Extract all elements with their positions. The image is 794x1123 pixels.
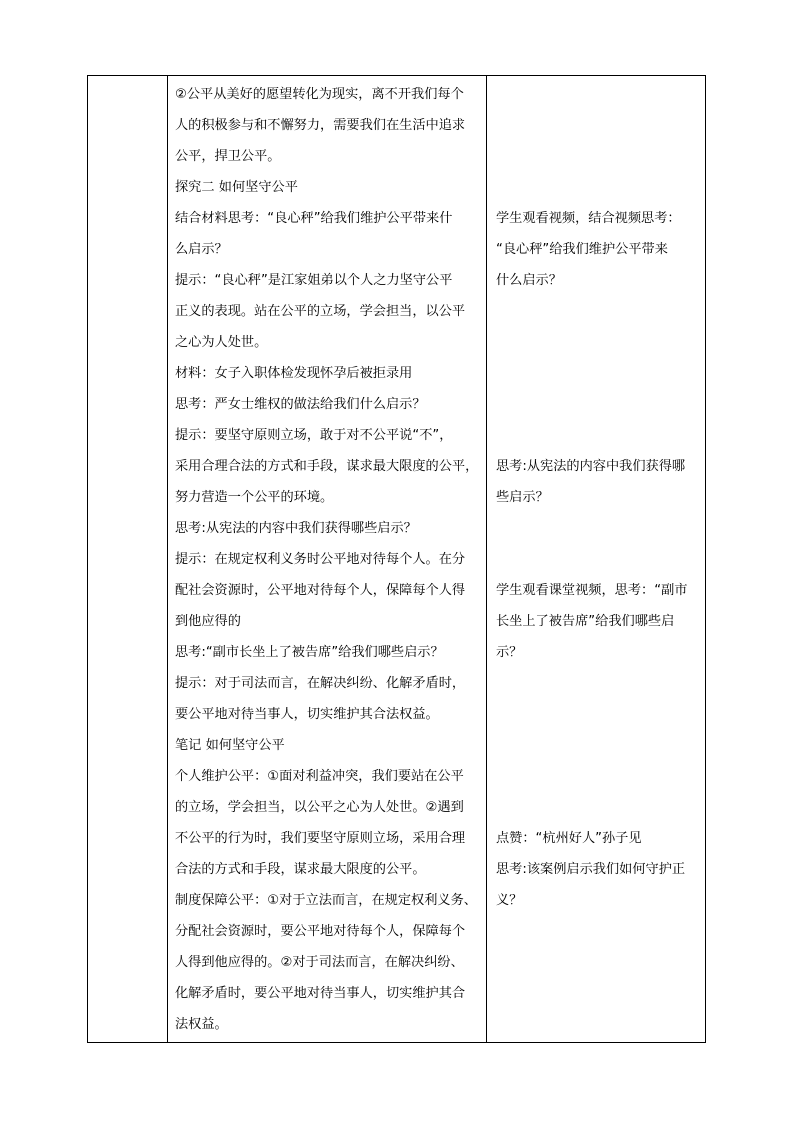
- content-line: 探究二 如何坚守公平: [175, 180, 298, 195]
- content-line: 的立场，学会担当，以公平之心为人处世。②遇到: [175, 800, 464, 815]
- content-line: 人的积极参与和不懈努力，需要我们在生活中追求: [175, 118, 466, 133]
- content-line: 要公平地对待当事人，切实维护其合法权益。: [175, 707, 439, 722]
- content-line: 采用合理合法的方式和手段，谋求最大限度的公平，: [175, 459, 479, 474]
- text-line: 思考:该案例启示我们如何守护正: [496, 862, 686, 877]
- text-line: 长坐上了被告席”给我们哪些启: [496, 614, 675, 629]
- content-line: 提示：要坚守原则立场，敢于对不公平说“不”，: [175, 428, 453, 443]
- text-line: 学生观看视频，结合视频思考：: [496, 211, 681, 226]
- content-line: 不公平的行为时，我们要坚守原则立场，采用合理: [175, 831, 466, 846]
- text-line: 学生观看课堂视频，思考：“副市: [496, 583, 688, 598]
- content-line: 么启示？: [175, 242, 228, 257]
- student-activity-block-1: [496, 203, 701, 296]
- content-line: 提示：对于司法而言，在解决纠纷、化解矛盾时，: [175, 676, 466, 691]
- text-line: 示？: [496, 645, 523, 660]
- content-line: 法权益。: [175, 1017, 228, 1032]
- student-activity-block-2: [496, 451, 701, 513]
- text-line: 些启示？: [496, 490, 549, 505]
- column-divider-right: [486, 76, 487, 1042]
- content-line: 配社会资源时，公平地对待每个人，保障每个人得: [175, 583, 466, 598]
- content-line: 努力营造一个公平的环境。: [175, 490, 334, 505]
- content-line: 结合材料思考：“良心秤”给我们维护公平带来什: [175, 211, 453, 226]
- content-line: 思考:“副市长坐上了被告席”给我们哪些启示？: [175, 645, 444, 660]
- content-line: 笔记 如何坚守公平: [175, 738, 285, 753]
- content-line: 人得到他应得的。②对于司法而言，在解决纠纷、: [175, 955, 464, 970]
- text-line: 点赞：“杭州好人”孙子见: [496, 831, 642, 846]
- teaching-content-column: [170, 76, 483, 1042]
- content-line: 之心为人处世。: [175, 335, 268, 350]
- content-line: 个人维护公平：①面对利益冲突，我们要站在公平: [175, 769, 464, 784]
- content-line: 到他应得的: [175, 614, 241, 629]
- student-activity-block-4: [496, 823, 701, 916]
- lesson-plan-table: [87, 75, 706, 1043]
- content-line: 思考：严女士维权的做法给我们什么启示？: [175, 397, 426, 412]
- text-line: 思考:从宪法的内容中我们获得哪: [496, 459, 686, 474]
- student-activity-column: [489, 76, 705, 1042]
- text-line: “良心秤”给我们维护公平带来: [496, 242, 668, 257]
- text-line: 什么启示？: [496, 273, 562, 288]
- content-line: 化解矛盾时，要公平地对待当事人，切实维护其合: [175, 986, 466, 1001]
- content-line: 提示：在规定权利义务时公平地对待每个人。在分: [175, 552, 466, 567]
- content-line: 公平，捍卫公平。: [175, 149, 281, 164]
- content-line: 材料：女子入职体检发现怀孕后被拒录用: [175, 366, 413, 381]
- column-divider-left: [167, 76, 168, 1042]
- student-activity-block-3: [496, 575, 701, 668]
- text-line: 义？: [496, 893, 523, 908]
- content-line: 分配社会资源时，要公平地对待每个人，保障每个: [175, 924, 466, 939]
- content-line: 提示：“良心秤”是江家姐弟以个人之力坚守公平: [175, 273, 453, 288]
- content-line: ②公平从美好的愿望转化为现实，离不开我们每个: [175, 87, 464, 102]
- content-line: 合法的方式和手段，谋求最大限度的公平。: [175, 862, 426, 877]
- content-line: 制度保障公平：①对于立法而言，在规定权利义务、: [175, 893, 477, 908]
- content-line: 思考:从宪法的内容中我们获得哪些启示？: [175, 521, 417, 536]
- content-line: 正义的表现。站在公平的立场，学会担当，以公平: [175, 304, 466, 319]
